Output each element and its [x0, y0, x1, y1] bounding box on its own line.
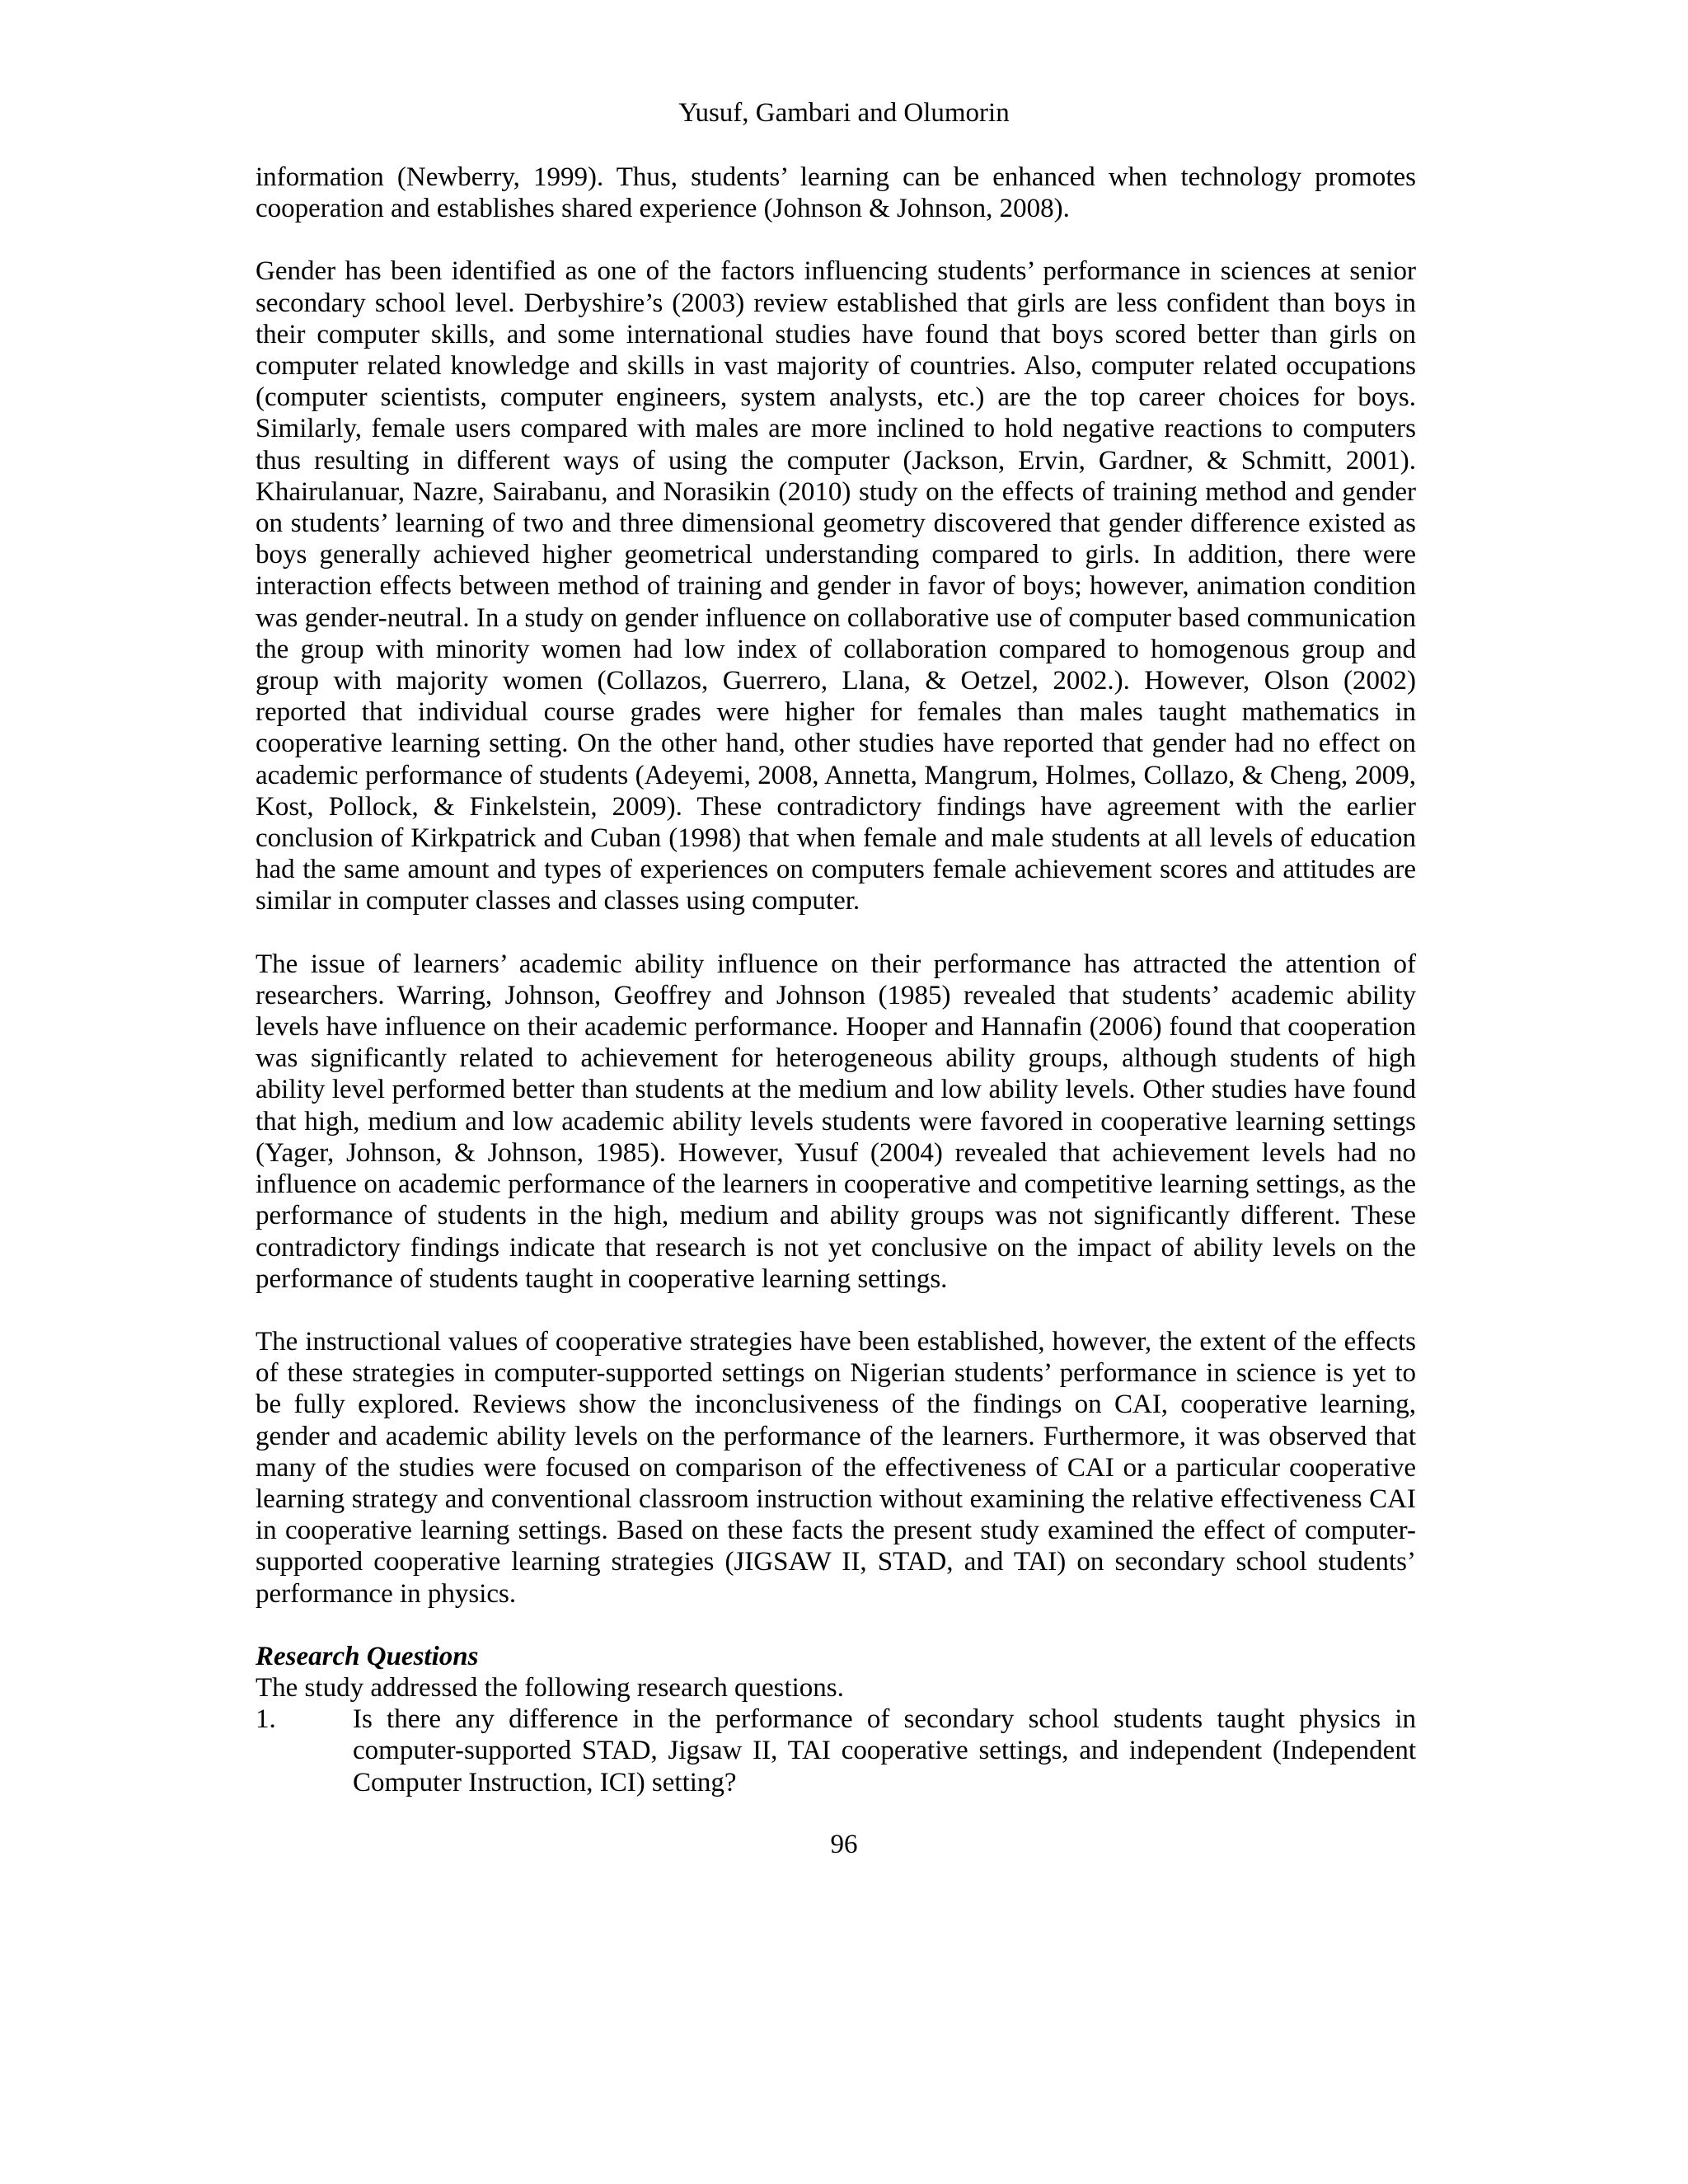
paragraph: information (Newberry, 1999). Thus, students’ learning can be enhanced when technology promotes cooperation and establishes shared experience (Johnson & Johnson, 2008). [256, 162, 1416, 224]
running-header: Yusuf, Gambari and Olumorin [678, 98, 1010, 128]
section-heading: Research Questions [256, 1641, 479, 1671]
research-questions-section [256, 1641, 1416, 1798]
page-number: 96 [830, 1830, 858, 1859]
paragraph: Gender has been identified as one of the factors influencing students’ performance in sciences at senior secondary school level. Derbyshire’s (2003) review established that girls are less confident than boys in their computer skills, and some international studies have found that boys scored better than girls on computer related knowledge and skills in vast majority of countries. Also, computer related occupations (computer scientists, computer engineers, system analysts, etc.) are the top career choices for boys. Similarly, female users compared with males are more inclined to hold negative reactions to computers thus resulting in different ways of using the computer (Jackson, Ervin, Gardner, & Schmitt, 2001). Khairulanuar, Nazre, Sairabanu, and Norasikin (2010) study on the effects of training method and gender on students’ learning of two and three dimensional geometry discovered that gender difference existed as boys generally achieved higher geometrical understanding compared to girls. In addition, there were interaction effects between method of training and gender in favor of boys; however, animation condition was gender-neutral. In a study on gender influence on collaborative use of computer based communication the group with minority women had low index of collaboration compared to homogenous group and group with majority women (Collazos, Guerrero, Llana, & Oetzel, 2002.). However, Olson (2002) reported that individual course grades were higher for females than males taught mathematics in cooperative learning setting. On the other hand, other studies have reported that gender had no effect on academic performance of students (Adeyemi, 2008, Annetta, Mangrum, Holmes, Collazo, & Cheng, 2009, Kost, Pollock, & Finkelstein, 2009). These contradictory findings have agreement with the earlier conclusion of Kirkpatrick and Cuban (1998) that when female and male students at all levels of education had the same amount and types of experiences on computers female achievement scores and attitudes are similar in computer classes and classes using computer. [256, 256, 1416, 916]
list-item [256, 1704, 1416, 1798]
question-list [256, 1704, 1416, 1798]
paragraph: The instructional values of cooperative strategies have been established, however, the extent of the effects of these strategies in computer-supported settings on Nigerian students’ performance in science is yet to be fully explored. Reviews show the inconclusiveness of the findings on CAI, cooperative learning, gender and academic ability levels on the performance of the learners. Furthermore, it was observed that many of the studies were focused on comparison of the effectiveness of CAI or a particular cooperative learning strategy and conventional classroom instruction without examining the relative effectiveness CAI in cooperative learning settings. Based on these facts the present study examined the effect of computer-supported cooperative learning strategies (JIGSAW II, STAD, and TAI) on secondary school students’ performance in physics. [256, 1326, 1416, 1609]
body-text [256, 162, 1416, 1798]
paragraph: The issue of learners’ academic ability influence on their performance has attracted the attention of researchers. Warring, Johnson, Geoffrey and Johnson (1985) revealed that students’ academic ability levels have influence on their academic performance. Hooper and Hannafin (2006) found that cooperation was significantly related to achievement for heterogeneous ability groups, although students of high ability level performed better than students at the medium and low ability levels. Other studies have found that high, medium and low academic ability levels students were favored in cooperative learning settings (Yager, Johnson, & Johnson, 1985). However, Yusuf (2004) revealed that achievement levels had no influence on academic performance of the learners in cooperative and competitive learning settings, as the performance of students in the high, medium and ability groups was not significantly different. These contradictory findings indicate that research is not yet conclusive on the impact of ability levels on the performance of students taught in cooperative learning settings. [256, 949, 1416, 1294]
question-number: 1. [256, 1704, 276, 1735]
question-text: Is there any difference in the performance of secondary school students taught physics in computer-supported STAD, Jigsaw II, TAI cooperative settings, and independent (Independent Computer Instruction, ICI) setting? [353, 1704, 1416, 1797]
section-intro: The study addressed the following research questions. [256, 1672, 844, 1703]
